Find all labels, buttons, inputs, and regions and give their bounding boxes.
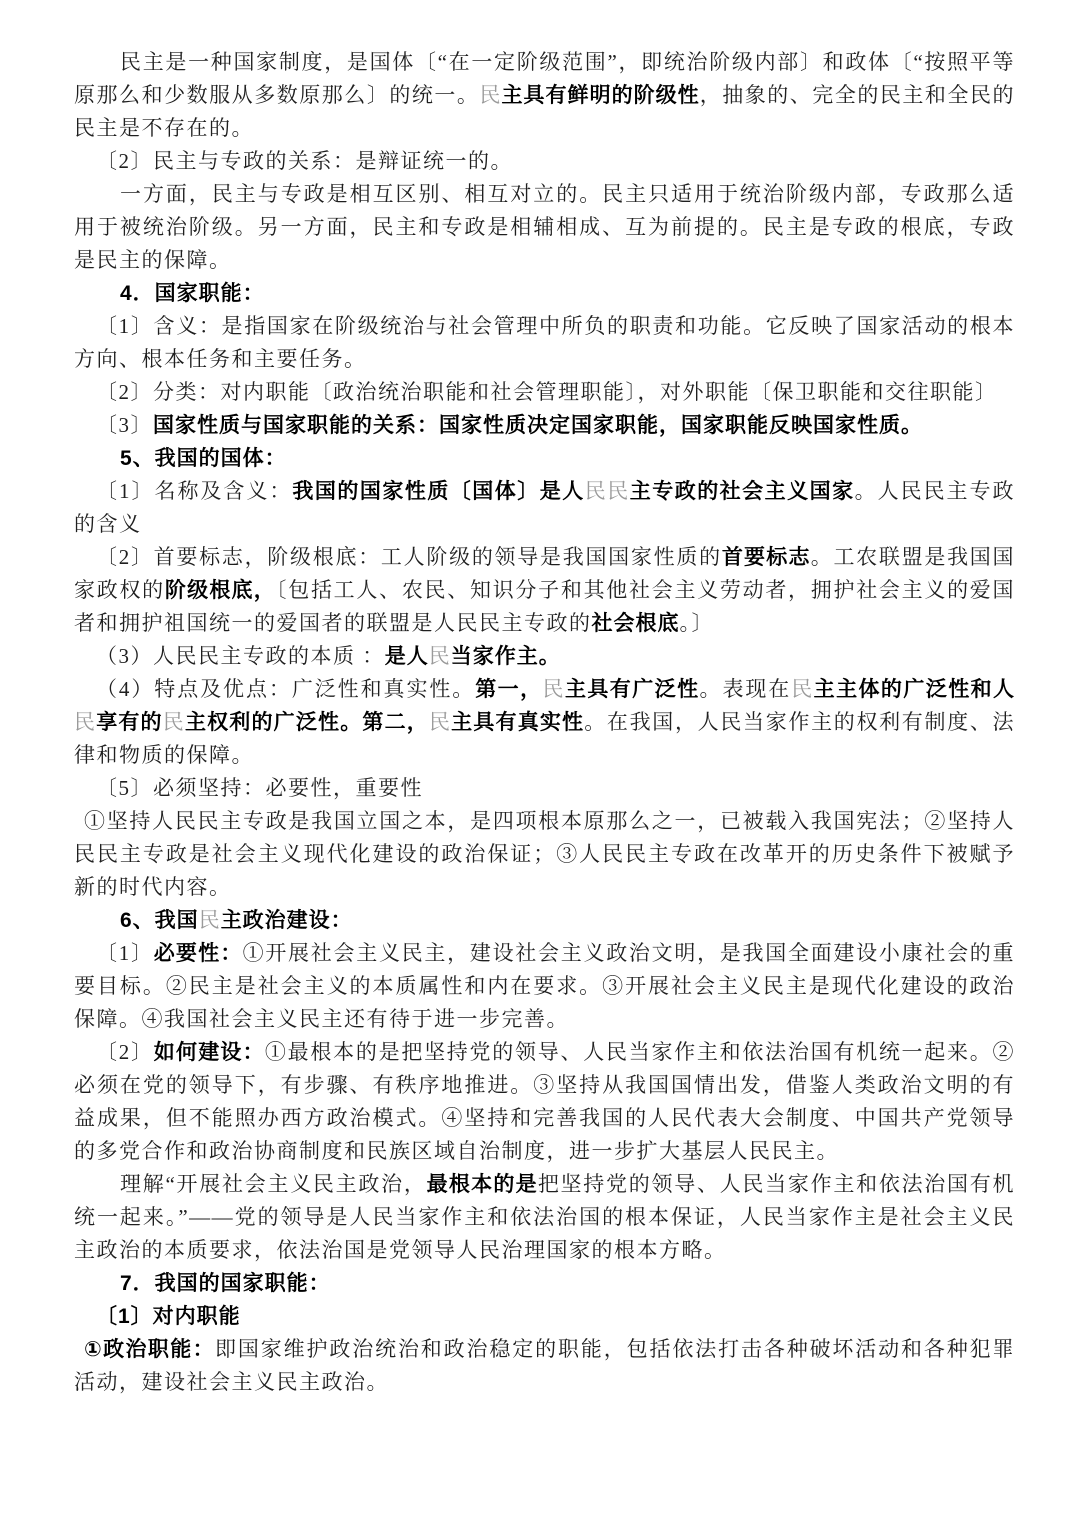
paragraph xyxy=(74,640,1015,673)
text-run: ①坚持人民民主专政是我国立国之本，是四项根本原那么之一，已被载入我国宪法；②坚持人民民主专政是社会主义现代化建设的政治保证；③人民民主专政在改革开的历史条件下被赋予新的时代内容。 xyxy=(74,809,1015,899)
text-run: ①最根本的是把坚持党的领导、人民当家作主和依法治国有机统一起来。②必须在党的领导下，有步骤、有秩序地推进。③坚持从我国国情出发，借鉴人类政治文明的有益成果，但不能照办西方政治模式。④坚持和完善我国的人民代表大会制度、中国共产党领导的多党合作和政治协商制度和民族区域自治制度，进一步扩大基层人民民主。 xyxy=(74,1040,1016,1163)
paragraph xyxy=(74,46,1015,145)
fallback-glyph: 民 xyxy=(584,479,608,503)
paragraph xyxy=(74,442,1015,475)
paragraph xyxy=(74,1300,1015,1333)
paragraph xyxy=(74,805,1015,904)
bold-text-run: 民主具有鲜明的阶级性 xyxy=(479,83,700,107)
fallback-glyph: 民 xyxy=(198,908,221,932)
text-run: 〔1〕含义：是指国家在阶级统治与社会管理中所负的职责和功能。它反映了国家活动的根本方向、根本任务和主要任务。 xyxy=(74,314,1015,371)
bold-text-run: 7．我国的国家职能： xyxy=(120,1272,331,1295)
bold-text-run: 5、我国的国体： xyxy=(120,447,287,470)
bold-text-run: 民主主体的广泛性和人民享有的民主权利的广泛性。第二，民主具有真实性 xyxy=(74,677,1016,734)
paragraph xyxy=(74,772,1015,805)
bold-text-run: 国家性质与国家职能的关系：国家性质决定国家职能，国家职能反映国家性质。 xyxy=(153,414,923,437)
text-run: 。工农联盟是我国国家政权的 xyxy=(74,545,1016,602)
bold-text-run: 阶级根底， xyxy=(164,579,276,602)
text-run: 。人民民主专政的含义 xyxy=(74,479,1016,536)
bold-text-run: 第一，民主具有广泛性 xyxy=(475,677,700,701)
text-run: 。在我国，人民当家作主的权利有制度、法律和物质的保障。 xyxy=(74,710,1016,767)
paragraph xyxy=(74,376,1015,409)
text-run: 一方面，民主与专政是相互区别、相互对立的。民主只适用于统治阶级内部，专政那么适用于被统治阶级。另一方面，民主和专政是相辅相成、互为前提的。民主是专政的根底，专政是民主的保障。 xyxy=(74,182,1015,272)
fallback-glyph: 民 xyxy=(607,479,630,503)
bold-text-run: 〔1〕对内职能 xyxy=(96,1305,241,1328)
fallback-glyph: 民 xyxy=(542,677,565,701)
bold-text-run: 我国的国家性质〔国体〕是人民民主专政的社会主义国家 xyxy=(292,479,855,503)
paragraph xyxy=(74,145,1015,178)
paragraph xyxy=(74,904,1015,937)
text-run: 〔包括工人、农民、知识分子和其他社会主义劳动者，拥护社会主义的爱国者和拥护祖国统一的爱国者的联盟是人民民主专政的 xyxy=(74,578,1016,635)
fallback-glyph: 民 xyxy=(428,710,452,734)
bold-text-run: 如何建设： xyxy=(153,1041,265,1064)
text-run: ，抽象的、完全的民主和全民的民主是不存在的。 xyxy=(74,83,1016,140)
paragraph xyxy=(74,1267,1015,1300)
fallback-glyph: 民 xyxy=(162,710,185,734)
text-run: 。〕 xyxy=(679,611,714,635)
text-run: （3）人民民主专政的本质 ： xyxy=(96,644,385,668)
text-run: 〔1〕 xyxy=(96,941,154,965)
bold-text-run: 最根本的是 xyxy=(426,1173,538,1196)
paragraph xyxy=(74,178,1015,277)
paragraph xyxy=(74,937,1015,1036)
fallback-glyph: 民 xyxy=(791,677,814,701)
text-run: 理解“开展社会主义民主政治， xyxy=(120,1172,427,1196)
text-run: （4）特点及优点：广泛性和真实性。 xyxy=(96,677,476,701)
bold-text-run: 社会根底 xyxy=(591,612,680,635)
text-run: 〔5〕必须坚持：必要性，重要性 xyxy=(96,776,423,800)
text-run: 〔2〕民主与专政的关系：是辩证统一的。 xyxy=(96,149,513,173)
paragraph xyxy=(74,673,1015,772)
paragraph xyxy=(74,277,1015,310)
text-run: 〔2〕分类：对内职能〔政治统治职能和社会管理职能〕，对外职能〔保卫职能和交往职能〕 xyxy=(96,380,998,404)
bold-text-run: 是人民当家作主。 xyxy=(384,644,561,668)
paragraph xyxy=(74,1333,1015,1399)
paragraph xyxy=(74,541,1015,640)
fallback-glyph: 民 xyxy=(74,710,97,734)
text-run: 。表现在 xyxy=(699,677,792,701)
text-run: 〔1〕名称及含义： xyxy=(96,479,293,503)
paragraph xyxy=(74,1036,1015,1168)
fallback-glyph: 民 xyxy=(428,644,451,668)
paragraph xyxy=(74,1168,1015,1267)
bold-text-run: 必要性： xyxy=(153,942,243,965)
text-run: 民主是一种国家制度，是国体〔“在一定阶级范围”，即统治阶级内部〕和政体〔“按照平等原那么和少数服从多数原那么〕的统一。 xyxy=(74,50,1015,107)
text-run: 〔2〕首要标志，阶级根底：工人阶级的领导是我国国家性质的 xyxy=(96,545,722,569)
bold-text-run: 6、我国民主政治建设： xyxy=(120,908,353,932)
text-run: ①开展社会主义民主，建设社会主义政治文明，是我国全面建设小康社会的重要目标。②民主是社会主义的本质属性和内在要求。③开展社会主义民主是现代化建设的政治保障。④我国社会主义民主还有待于进一步完善。 xyxy=(74,941,1016,1031)
text-run: 把坚持党的领导、人民当家作主和依法治国有机统一起来。”——党的领导是人民当家作主和依法治国的根本保证，人民当家作主是社会主义民主政治的本质要求，依法治国是党领导人民治理国家的根本方略。 xyxy=(74,1172,1016,1262)
fallback-glyph: 民 xyxy=(479,83,502,107)
text-run: 〔3〕 xyxy=(96,413,153,437)
text-run: 〔2〕 xyxy=(96,1040,154,1064)
paragraph xyxy=(74,310,1015,376)
paragraph xyxy=(74,409,1015,442)
bold-text-run: ①政治职能： xyxy=(84,1338,215,1361)
paragraph xyxy=(74,475,1015,541)
bold-text-run: 4．国家职能： xyxy=(120,282,265,305)
text-run: 即国家维护政治统治和政治稳定的职能，包括依法打击各种破坏活动和各种犯罪活动，建设社会主义民主政治。 xyxy=(74,1337,1016,1394)
bold-text-run: 首要标志 xyxy=(721,546,811,569)
